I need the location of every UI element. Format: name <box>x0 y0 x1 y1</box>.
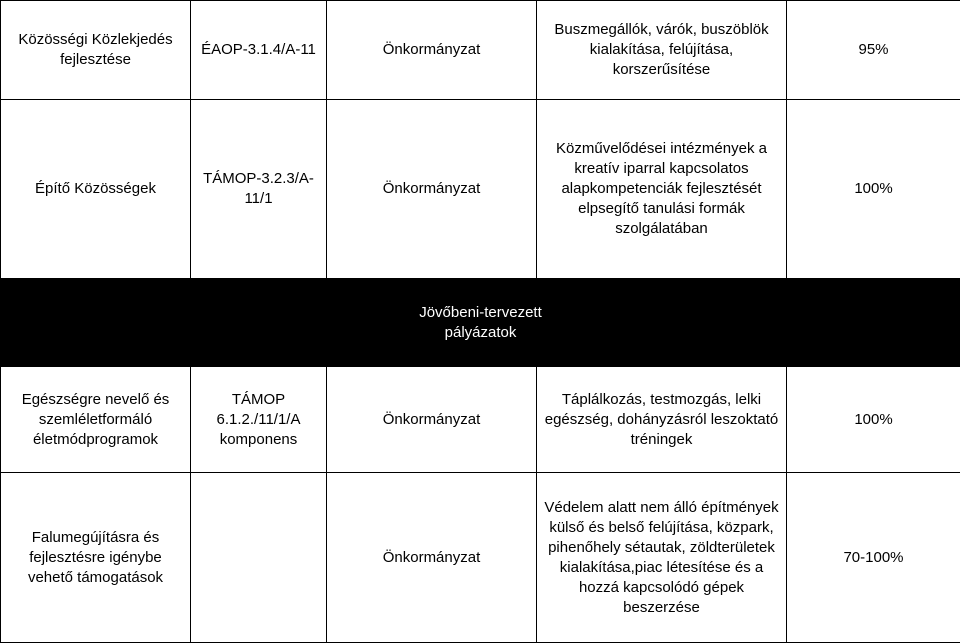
table-row <box>1 100 960 279</box>
description-cell: Táplálkozás, testmozgás, lelki egészség, dohányzásról leszoktató tréningek <box>537 367 787 473</box>
applicant-cell: Önkormányzat <box>327 367 537 473</box>
support-rate-cell: 70-100% <box>787 473 960 643</box>
project-name-cell: Építő Közösségek <box>1 100 191 279</box>
project-name-cell: Falumegújításra és fejlesztésre igénybe vehető támogatások <box>1 473 191 643</box>
support-rate-cell: 100% <box>787 100 960 279</box>
program-code-cell: TÁMOP-3.2.3/A-11/1 <box>191 100 327 279</box>
section-header <box>1 279 960 367</box>
program-code-cell: ÉAOP-3.1.4/A-11 <box>191 1 327 100</box>
applicant-cell: Önkormányzat <box>327 473 537 643</box>
description-cell: Közművelődései intézmények a kreatív iparral kapcsolatos alapkompetenciák fejlesztését elpsegítő tanulási formák szolgálatában <box>537 100 787 279</box>
table-row <box>1 367 960 473</box>
section-header-row <box>1 279 960 367</box>
program-code-cell <box>191 473 327 643</box>
support-rate-cell: 95% <box>787 1 960 100</box>
applicant-cell: Önkormányzat <box>327 1 537 100</box>
section-title: Jövőbeni-tervezett pályázatok <box>419 303 542 341</box>
description-cell: Buszmegállók, várók, buszöblök kialakítása, felújítása, korszerűsítése <box>537 1 787 100</box>
program-code-cell: TÁMOP 6.1.2./11/1/A komponens <box>191 367 327 473</box>
project-name-cell: Közösségi Közlekjedés fejlesztése <box>1 1 191 100</box>
project-name-cell: Egészségre nevelő és szemléletformáló életmódprogramok <box>1 367 191 473</box>
support-rate-cell: 100% <box>787 367 960 473</box>
table-row <box>1 473 960 643</box>
table-row <box>1 1 960 100</box>
applicant-cell: Önkormányzat <box>327 100 537 279</box>
description-cell: Védelem alatt nem álló építmények külső és belső felújítása, közpark, pihenőhely sétautak, zöldterületek kialakítása,piac létesítése és a hozzá kapcsolódó gépek beszerzése <box>537 473 787 643</box>
